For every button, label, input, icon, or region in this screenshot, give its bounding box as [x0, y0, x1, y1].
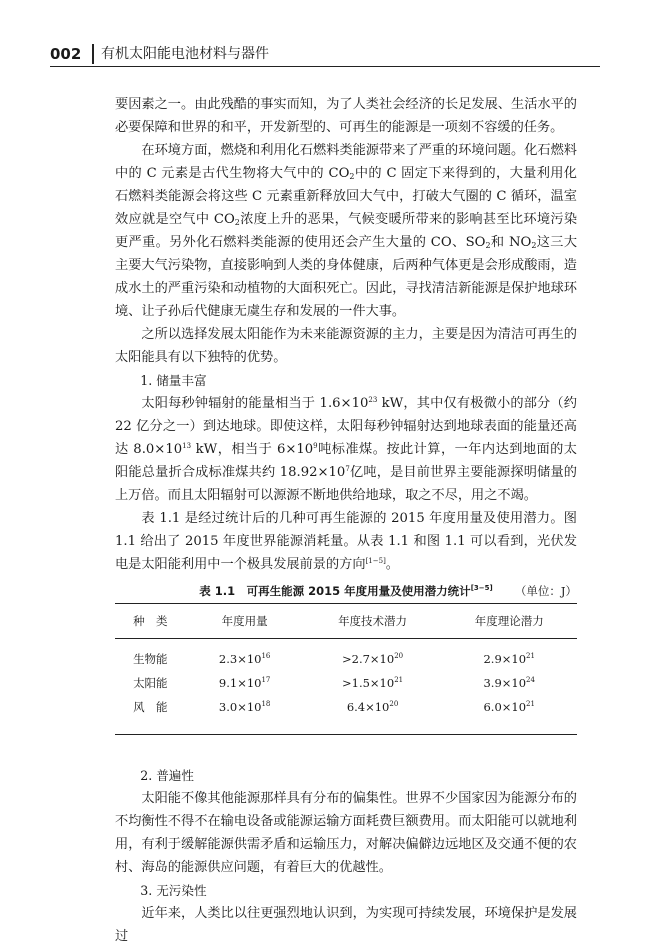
text-run: 亿吨，是目前世界主要能源探明储量的上万倍。而且太阳辐射可以源源不断地供给地球，取之不尽，用之不竭。 — [115, 465, 577, 503]
paragraph-text: 太阳能不像其他能源那样具有分布的偏集性。世界不少国家因为能源分布的不均衡性不得不在输电设备或能源运输方面耗费巨额费用。而太阳能可以就地利用，有利于缓解能源供需矛盾和运输压力，对解决偏僻边远地区及交通不便的农村、海岛的能源供应问题，有着巨大的优越性。 — [115, 791, 577, 875]
table-row — [115, 671, 577, 695]
paragraph-environment — [115, 139, 577, 323]
text-run: 太阳每秒钟辐射的能量相当于 1.6×10 — [141, 396, 369, 411]
cell-theory-potential — [441, 639, 577, 672]
cell-tech-potential — [304, 695, 442, 735]
subscript: 2 — [485, 241, 491, 250]
cell-theory-potential — [441, 695, 577, 735]
cell-annual-use — [186, 639, 304, 672]
text-run: kW，其中仅有极微小的部分（约 22 亿分之一）到达地球。即使这样，太阳每秒钟辐射达到地球表面的能量还高达 8.0×10 — [115, 396, 577, 457]
superscript: 24 — [526, 676, 535, 684]
paragraph-text: 之所以选择发展太阳能作为未来能源资源的主力，主要是因为清洁可再生的太阳能具有以下独特的优势。 — [115, 327, 577, 365]
table-title-text: 表 1.1 可再生能源 2015 年度用量及使用潜力统计 — [199, 584, 471, 598]
superscript: 20 — [394, 652, 404, 660]
text-run: 中的 C 固定下来得到的，大量利用化石燃料类能源会将这些 C 元素重新释放回大气中，打破大气圈的 C 循环，温室效应就是空气中 CO — [115, 166, 577, 227]
superscript: 20 — [389, 700, 399, 708]
paragraph-text: 要因素之一。由此残酷的事实而知，为了人类社会经济的长足发展、生活水平的必要保障和世界的和平，开发新型的、可再生的能源是一项刻不容缓的任务。 — [115, 97, 577, 135]
text-run: 。 — [385, 557, 399, 572]
energy-table — [115, 603, 577, 735]
running-head-title: 有机太阳能电池材料与器件 — [101, 46, 269, 62]
cell-value: 2.9×10 — [483, 652, 527, 666]
column-header: 种 类 — [115, 604, 186, 639]
paragraph-reserves — [115, 392, 577, 507]
cell-value: 2.3×10 — [218, 652, 262, 666]
page-header — [50, 44, 600, 66]
cell-value: 3.9×10 — [483, 676, 527, 690]
subscript: 2 — [349, 172, 355, 181]
column-header: 年度用量 — [186, 604, 304, 639]
cell-annual-use — [186, 671, 304, 695]
table-row — [115, 695, 577, 735]
superscript: 21 — [526, 652, 535, 660]
citation: [1−5] — [365, 557, 386, 565]
superscript: 9 — [313, 442, 318, 450]
cell-theory-potential — [441, 671, 577, 695]
table-unit: （单位：J） — [514, 584, 577, 598]
superscript: 16 — [261, 652, 271, 660]
cell-type: 风 能 — [115, 695, 186, 735]
header-divider — [92, 44, 94, 64]
paragraph — [115, 323, 577, 369]
column-header: 年度理论潜力 — [441, 604, 577, 639]
paragraph-table-intro — [115, 507, 577, 576]
cell-type: 太阳能 — [133, 676, 168, 690]
text-run: 这三大主要大气污染物，直接影响到人类的身体健康，后两种气体更是会形成酸雨，造成水土的严重污染和动植物的大面积死亡。因此，寻找清洁新能源是保护地球环境、让子孙后代健康无虞生存和发展的一件大事。 — [115, 235, 578, 319]
cell-annual-use — [186, 695, 304, 735]
cell-value: 3.0×10 — [218, 700, 262, 714]
text-run: 吨标准煤。按此计算，一年内达到地面的太阳能总量折合成标准煤共约 18.92×10 — [115, 442, 577, 480]
paragraph — [115, 902, 577, 948]
section-heading: 1. 储量丰富 — [140, 373, 207, 388]
subscript: 2 — [234, 218, 240, 227]
text-run: 表 1.1 是经过统计后的几种可再生能源的 2015 年度用量及使用潜力。图 1.1 给出了 2015 年度世界能源消耗量。从表 1.1 和图 1.1 可以看到，光伏发电是太阳能利用中一个极具发展前景的方向 — [115, 511, 577, 572]
paragraph — [115, 787, 577, 879]
text-run: 在环境方面，燃烧和利用化石燃料类能源带来了严重的环境问题。化石燃料中的 C 元素是古代生物将大气中的 CO — [115, 143, 577, 181]
paragraph — [115, 93, 577, 139]
text-run: kW，相当于 6×10 — [191, 442, 314, 457]
cell-value: 6.0×10 — [483, 700, 527, 714]
text-run: 和 NO — [490, 235, 532, 250]
body-text — [115, 93, 577, 948]
cell-value: 6.4×10 — [346, 700, 390, 714]
superscript: 18 — [261, 700, 271, 708]
table-row — [115, 639, 577, 672]
cell-tech-potential — [304, 671, 442, 695]
table-header-row — [115, 604, 577, 639]
superscript: 17 — [261, 676, 271, 684]
superscript: 21 — [526, 700, 535, 708]
header-rule — [50, 66, 600, 67]
cell-value: >2.7×10 — [342, 652, 395, 666]
superscript: 13 — [182, 442, 192, 450]
text-run: 浓度上升的恶果，气候变暖所带来的影响甚至比环境污染更严重。另外化石燃料类能源的使用还会产生大量的 CO、SO — [115, 212, 578, 250]
subscript: 2 — [531, 241, 537, 250]
table-caption — [115, 579, 577, 603]
paragraph-text: 近年来，人类比以往更强烈地认识到，为实现可持续发展，环境保护是发展过 — [115, 906, 577, 944]
section-heading: 2. 普遍性 — [140, 768, 194, 783]
cell-type: 生物能 — [133, 652, 168, 666]
cell-tech-potential — [304, 639, 442, 672]
section-heading: 3. 无污染性 — [140, 883, 207, 898]
citation: [3−5] — [470, 584, 493, 592]
cell-value: 9.1×10 — [218, 676, 262, 690]
page-number: 002 — [50, 45, 82, 63]
cell-value: >1.5×10 — [342, 676, 395, 690]
table-title — [115, 579, 577, 603]
superscript: 7 — [345, 465, 350, 473]
superscript: 21 — [394, 676, 404, 684]
superscript: 23 — [368, 396, 378, 404]
column-header: 年度技术潜力 — [304, 604, 442, 639]
